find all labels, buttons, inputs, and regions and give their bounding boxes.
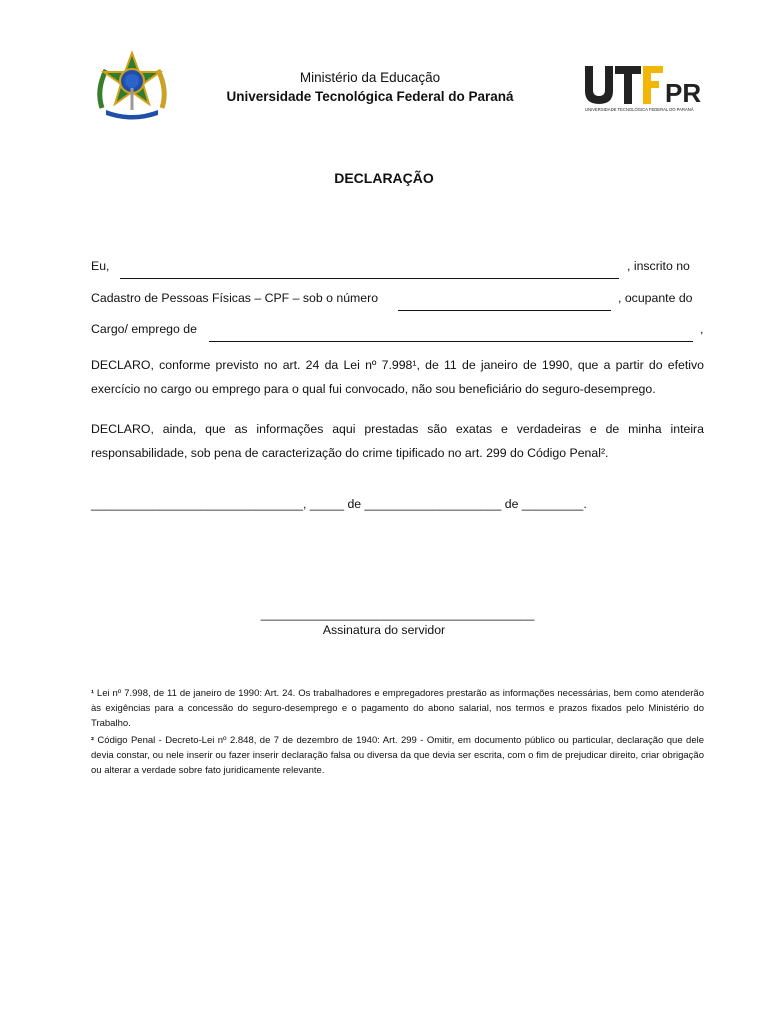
svg-text:PR: PR (665, 78, 702, 108)
declaration-paragraph-2: DECLARO, ainda, que as informações aqui prestadas são exatas e verdadeiras e de minha inteira responsabilidade, sob pena de caracterização do crime tipificado no art. 299 do Código Penal². (91, 422, 704, 460)
signature-line[interactable]: ________________________________________ (260, 607, 535, 621)
ministry-name: Ministério da Educação (299, 70, 441, 85)
footnote-2-text: Código Penal - Decreto-Lei nº 2.848, de 7 de dezembro de 1940: Art. 299 - Omitir, em documento público ou particular, declaração que dele devia constar, ou nele inserir ou fazer inserir declaração falsa ou diversa da que devia ser escrita, com o fim de prejudicar direito, criar obrigação ou alterar a verdade sobre fato juridicamente relevante. (91, 735, 704, 776)
signature-label: Assinatura do servidor (322, 623, 446, 637)
cargo-label: Cargo/ emprego de (91, 322, 197, 336)
footnote-1-text: Lei nº 7.998, de 11 de janeiro de 1990: Art. 24. Os trabalhadores e empregadores prestarão as informações necessárias, bem como atenderão às exigências para a concessão do seguro-desemprego e o pagamento do abono salarial, nos termos e prazos fixados pelo Ministério do Trabalho. (91, 688, 704, 729)
ocupante-label: , ocupante do (618, 291, 693, 305)
footnotes (91, 686, 704, 780)
footnote-2 (91, 733, 704, 778)
place-date-line[interactable]: _______________________________, _____ de ____________________ de _________. (91, 497, 587, 511)
university-name: Universidade Tecnológica Federal do Paraná (226, 89, 514, 104)
name-field-line[interactable] (120, 278, 619, 279)
eu-label: Eu, (91, 259, 110, 273)
cargo-row (91, 322, 704, 342)
document-title: DECLARAÇÃO (334, 170, 434, 186)
cpf-row (91, 291, 704, 311)
coat-of-arms-icon (92, 50, 172, 120)
name-row (91, 259, 704, 279)
institution-header (190, 68, 550, 106)
svg-text:UNIVERSIDADE TECNOLÓGICA FEDER: UNIVERSIDADE TECNOLÓGICA FEDERAL DO PARANÁ (585, 107, 694, 112)
footnote-1-mark: ¹ (91, 688, 94, 698)
declaration-paragraph-1: DECLARO, conforme previsto no art. 24 da Lei nº 7.998¹, de 11 de janeiro de 1990, que a partir do efetivo exercício no cargo ou emprego para o qual fui convocado, não sou beneficiário do seguro-desemprego. (91, 358, 704, 396)
footnote-1 (91, 686, 704, 731)
cpf-field-line[interactable] (398, 310, 611, 311)
utfpr-logo (583, 62, 713, 112)
footnote-2-mark: ² (91, 735, 94, 745)
cargo-comma: , (700, 322, 704, 336)
cpf-label: Cadastro de Pessoas Físicas – CPF – sob o número (91, 291, 379, 305)
inscrito-label: , inscrito no (627, 259, 690, 273)
cargo-field-line[interactable] (209, 341, 693, 342)
